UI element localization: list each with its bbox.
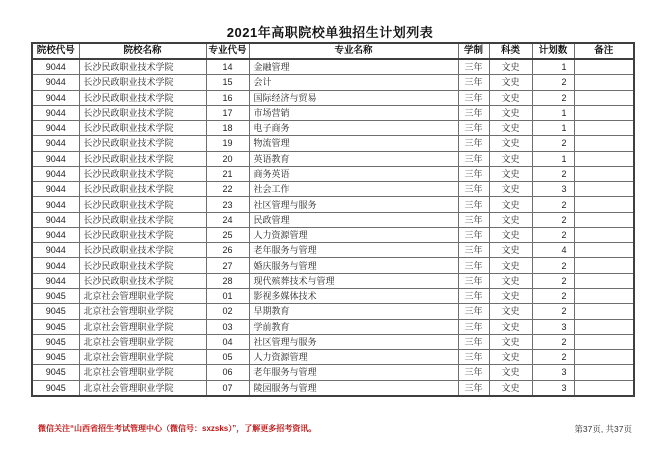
- page-number: 第37页, 共37页: [574, 424, 632, 434]
- table-cell: [574, 136, 634, 151]
- table-cell: 三年: [458, 334, 489, 349]
- table-cell: 2: [532, 258, 574, 273]
- table-row: [32, 258, 634, 273]
- table-cell: [574, 227, 634, 242]
- table-cell: 三年: [458, 350, 489, 365]
- table-cell: 北京社会管理职业学院: [79, 350, 206, 365]
- table-cell: 影视多媒体技术: [249, 288, 458, 303]
- table-cell: [574, 319, 634, 334]
- table-cell: 9045: [32, 334, 79, 349]
- table-cell: 9044: [32, 136, 79, 151]
- table-cell: [574, 197, 634, 212]
- table-cell: 02: [206, 304, 249, 319]
- table-body: [32, 59, 634, 396]
- table-cell: 三年: [458, 273, 489, 288]
- table-row: [32, 304, 634, 319]
- table-cell: 文史: [489, 304, 532, 319]
- table-cell: 市场营销: [249, 105, 458, 120]
- table-cell: 文史: [489, 227, 532, 242]
- table-cell: 三年: [458, 75, 489, 90]
- table-cell: 长沙民政职业技术学院: [79, 121, 206, 136]
- table-cell: 20: [206, 151, 249, 166]
- table-cell: 文史: [489, 197, 532, 212]
- table-row: [32, 227, 634, 242]
- table-cell: 26: [206, 243, 249, 258]
- table-cell: [574, 273, 634, 288]
- table-cell: 电子商务: [249, 121, 458, 136]
- table-cell: [574, 121, 634, 136]
- table-cell: 2: [532, 288, 574, 303]
- table-cell: 北京社会管理职业学院: [79, 288, 206, 303]
- table-cell: 三年: [458, 197, 489, 212]
- table-cell: 2: [532, 136, 574, 151]
- table-cell: 北京社会管理职业学院: [79, 365, 206, 380]
- table-cell: 1: [532, 121, 574, 136]
- table-cell: 23: [206, 197, 249, 212]
- table-header-row: [32, 43, 634, 59]
- table-cell: 长沙民政职业技术学院: [79, 273, 206, 288]
- table-cell: 15: [206, 75, 249, 90]
- table-cell: 19: [206, 136, 249, 151]
- page-title: 2021年高职院校单独招生计划列表: [226, 25, 434, 40]
- table-cell: 9044: [32, 90, 79, 105]
- table-row: [32, 319, 634, 334]
- table-cell: 长沙民政职业技术学院: [79, 75, 206, 90]
- table-cell: 文史: [489, 350, 532, 365]
- table-cell: 9044: [32, 121, 79, 136]
- table-cell: 1: [532, 151, 574, 166]
- column-header-subject-category: 科类: [489, 43, 532, 59]
- table-row: [32, 212, 634, 227]
- table-cell: 9045: [32, 288, 79, 303]
- table-row: [32, 365, 634, 380]
- table-cell: [574, 151, 634, 166]
- table-cell: 2: [532, 334, 574, 349]
- table-cell: 老年服务与管理: [249, 243, 458, 258]
- table-cell: 3: [532, 319, 574, 334]
- table-cell: 2: [532, 166, 574, 181]
- table-cell: 老年服务与管理: [249, 365, 458, 380]
- table-cell: 婚庆服务与管理: [249, 258, 458, 273]
- table-cell: 9044: [32, 243, 79, 258]
- table-cell: 长沙民政职业技术学院: [79, 105, 206, 120]
- table-cell: 三年: [458, 166, 489, 181]
- table-cell: 三年: [458, 227, 489, 242]
- table-cell: 文史: [489, 151, 532, 166]
- table-cell: [574, 212, 634, 227]
- table-cell: 学前教育: [249, 319, 458, 334]
- table-cell: 长沙民政职业技术学院: [79, 243, 206, 258]
- table-cell: 文史: [489, 182, 532, 197]
- table-row: [32, 288, 634, 303]
- column-header-major-code: 专业代号: [206, 43, 249, 59]
- table-row: [32, 121, 634, 136]
- table-row: [32, 273, 634, 288]
- table-cell: 9044: [32, 151, 79, 166]
- table-cell: 9045: [32, 365, 79, 380]
- table-cell: [574, 182, 634, 197]
- table-cell: 人力资源管理: [249, 227, 458, 242]
- table-cell: 长沙民政职业技术学院: [79, 151, 206, 166]
- table-cell: 三年: [458, 90, 489, 105]
- table-cell: 三年: [458, 288, 489, 303]
- table-cell: 社区管理与服务: [249, 334, 458, 349]
- table-cell: 2: [532, 197, 574, 212]
- table-cell: 长沙民政职业技术学院: [79, 59, 206, 75]
- table-cell: 北京社会管理职业学院: [79, 304, 206, 319]
- table-cell: 长沙民政职业技术学院: [79, 197, 206, 212]
- table-cell: [574, 288, 634, 303]
- table-cell: 长沙民政职业技术学院: [79, 136, 206, 151]
- column-header-college-name: 院校名称: [79, 43, 206, 59]
- table-cell: 早期教育: [249, 304, 458, 319]
- table-row: [32, 166, 634, 181]
- table-cell: 9044: [32, 105, 79, 120]
- table-row: [32, 243, 634, 258]
- table-cell: 3: [532, 365, 574, 380]
- table-cell: 24: [206, 212, 249, 227]
- column-header-duration: 学制: [458, 43, 489, 59]
- table-cell: 三年: [458, 365, 489, 380]
- table-cell: 文史: [489, 105, 532, 120]
- table-row: [32, 90, 634, 105]
- table-cell: 2: [532, 273, 574, 288]
- table-cell: 9044: [32, 273, 79, 288]
- table-cell: [574, 365, 634, 380]
- table-cell: 04: [206, 334, 249, 349]
- table-row: [32, 182, 634, 197]
- table-cell: 长沙民政职业技术学院: [79, 90, 206, 105]
- table-cell: 16: [206, 90, 249, 105]
- table-cell: 三年: [458, 59, 489, 75]
- table-cell: 06: [206, 365, 249, 380]
- table-cell: 文史: [489, 59, 532, 75]
- table-cell: 17: [206, 105, 249, 120]
- table-cell: 英语教育: [249, 151, 458, 166]
- table-cell: 长沙民政职业技术学院: [79, 166, 206, 181]
- table-cell: 文史: [489, 258, 532, 273]
- table-cell: 4: [532, 243, 574, 258]
- table-cell: 文史: [489, 121, 532, 136]
- table-cell: 2: [532, 75, 574, 90]
- table-cell: [574, 90, 634, 105]
- table-cell: 文史: [489, 319, 532, 334]
- table-cell: 三年: [458, 151, 489, 166]
- table-cell: 9045: [32, 304, 79, 319]
- table-cell: 文史: [489, 75, 532, 90]
- table-cell: 9044: [32, 75, 79, 90]
- table-cell: 社区管理与服务: [249, 197, 458, 212]
- table-cell: [574, 380, 634, 396]
- table-cell: [574, 75, 634, 90]
- table-cell: 现代殡葬技术与管理: [249, 273, 458, 288]
- table-cell: 9044: [32, 258, 79, 273]
- wechat-notice-text: 微信关注“山西省招生考试管理中心（微信号：sxzsks）”，了解更多招考资讯。: [38, 424, 317, 433]
- table-cell: 14: [206, 59, 249, 75]
- table-cell: [574, 304, 634, 319]
- table-cell: 2: [532, 304, 574, 319]
- table-cell: 长沙民政职业技术学院: [79, 182, 206, 197]
- table-cell: 2: [532, 90, 574, 105]
- table-cell: 三年: [458, 243, 489, 258]
- table-cell: 9044: [32, 197, 79, 212]
- table-cell: [574, 243, 634, 258]
- column-header-remarks: 备注: [574, 43, 634, 59]
- table-row: [32, 350, 634, 365]
- table-cell: 文史: [489, 365, 532, 380]
- table-row: [32, 136, 634, 151]
- table-cell: 文史: [489, 334, 532, 349]
- column-header-plan-count: 计划数: [532, 43, 574, 59]
- table-cell: 9044: [32, 166, 79, 181]
- table-cell: 长沙民政职业技术学院: [79, 227, 206, 242]
- column-header-college-code: 院校代号: [32, 43, 79, 59]
- table-cell: 文史: [489, 90, 532, 105]
- table-cell: [574, 350, 634, 365]
- table-cell: 三年: [458, 212, 489, 227]
- table-cell: 03: [206, 319, 249, 334]
- enrollment-plan-table: [31, 42, 635, 397]
- table-cell: 文史: [489, 136, 532, 151]
- table-cell: 28: [206, 273, 249, 288]
- table-cell: 2: [532, 227, 574, 242]
- table-cell: 07: [206, 380, 249, 396]
- table-cell: 北京社会管理职业学院: [79, 380, 206, 396]
- table-cell: 三年: [458, 182, 489, 197]
- table-cell: 三年: [458, 380, 489, 396]
- table-cell: 文史: [489, 273, 532, 288]
- table-cell: 21: [206, 166, 249, 181]
- table-row: [32, 151, 634, 166]
- table-row: [32, 59, 634, 75]
- table-cell: 文史: [489, 380, 532, 396]
- table-cell: [574, 105, 634, 120]
- table-cell: 9045: [32, 350, 79, 365]
- table-cell: 会计: [249, 75, 458, 90]
- table-cell: 金融管理: [249, 59, 458, 75]
- table-cell: 文史: [489, 243, 532, 258]
- table-cell: [574, 334, 634, 349]
- column-header-major-name: 专业名称: [249, 43, 458, 59]
- table-cell: 人力资源管理: [249, 350, 458, 365]
- table-cell: 社会工作: [249, 182, 458, 197]
- table-cell: 文史: [489, 166, 532, 181]
- table-row: [32, 197, 634, 212]
- table-cell: 北京社会管理职业学院: [79, 334, 206, 349]
- table-cell: 01: [206, 288, 249, 303]
- table-cell: 9044: [32, 59, 79, 75]
- table-cell: 1: [532, 59, 574, 75]
- table-cell: 三年: [458, 304, 489, 319]
- table-cell: 05: [206, 350, 249, 365]
- table-cell: 22: [206, 182, 249, 197]
- table-cell: 长沙民政职业技术学院: [79, 212, 206, 227]
- table-cell: 2: [532, 212, 574, 227]
- table-row: [32, 380, 634, 396]
- table-row: [32, 75, 634, 90]
- table-cell: 25: [206, 227, 249, 242]
- table-cell: 三年: [458, 121, 489, 136]
- table-cell: 民政管理: [249, 212, 458, 227]
- table-cell: 商务英语: [249, 166, 458, 181]
- table-cell: 3: [532, 380, 574, 396]
- table-cell: 三年: [458, 319, 489, 334]
- table-cell: 长沙民政职业技术学院: [79, 258, 206, 273]
- table-cell: 陵园服务与管理: [249, 380, 458, 396]
- table-cell: 北京社会管理职业学院: [79, 319, 206, 334]
- table-cell: 三年: [458, 136, 489, 151]
- table-cell: [574, 59, 634, 75]
- table-cell: 9044: [32, 182, 79, 197]
- table-cell: 物流管理: [249, 136, 458, 151]
- table-cell: 文史: [489, 212, 532, 227]
- table-cell: 文史: [489, 288, 532, 303]
- table-cell: [574, 166, 634, 181]
- table-cell: 国际经济与贸易: [249, 90, 458, 105]
- table-cell: [574, 258, 634, 273]
- table-cell: 三年: [458, 105, 489, 120]
- table-cell: 1: [532, 105, 574, 120]
- table-cell: 9044: [32, 227, 79, 242]
- table-cell: 27: [206, 258, 249, 273]
- table-row: [32, 105, 634, 120]
- table-cell: 18: [206, 121, 249, 136]
- table-cell: 9045: [32, 319, 79, 334]
- table-cell: 9045: [32, 380, 79, 396]
- table-cell: 9044: [32, 212, 79, 227]
- table-cell: 3: [532, 182, 574, 197]
- table-cell: 2: [532, 350, 574, 365]
- table-row: [32, 334, 634, 349]
- table-cell: 三年: [458, 258, 489, 273]
